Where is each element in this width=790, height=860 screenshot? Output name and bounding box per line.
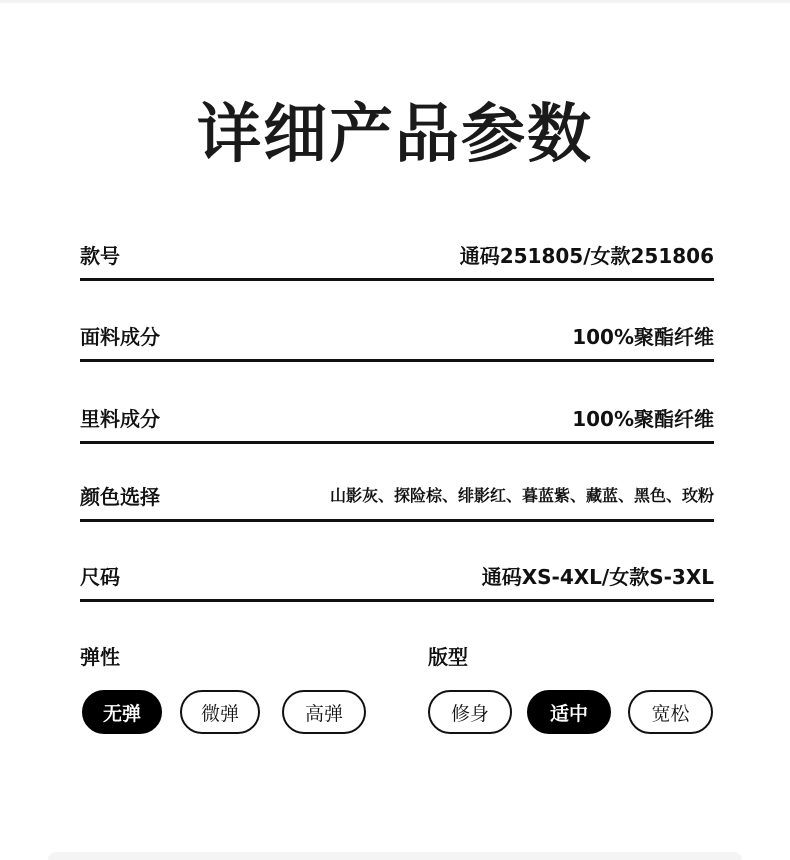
fit-label: 版型: [428, 645, 468, 669]
top-divider: [0, 0, 790, 3]
spec-value: 100%聚酯纤维: [572, 407, 714, 431]
elasticity-option-high[interactable]: 高弹: [282, 690, 366, 734]
spec-label: 尺码: [80, 565, 120, 589]
spec-row-fabric: [80, 319, 714, 362]
spec-value: 100%聚酯纤维: [572, 325, 714, 349]
spec-label: 款号: [80, 244, 120, 268]
spec-value: 通码251805/女款251806: [459, 244, 714, 268]
elasticity-label: 弹性: [80, 645, 120, 669]
spec-row-size: [80, 559, 714, 602]
fit-option-regular[interactable]: 适中: [527, 690, 611, 734]
spec-row-lining: [80, 401, 714, 444]
spec-row-style-number: [80, 238, 714, 281]
elasticity-option-slight[interactable]: 微弹: [180, 690, 260, 734]
spec-label: 颜色选择: [80, 485, 160, 509]
spec-row-colors: [80, 479, 714, 522]
fit-option-slim[interactable]: 修身: [428, 690, 512, 734]
spec-value: 山影灰、探险棕、绯影红、暮蓝紫、藏蓝、黑色、玫粉: [329, 486, 714, 505]
spec-value: 通码XS-4XL/女款S-3XL: [481, 565, 714, 589]
next-section-edge: [48, 852, 742, 860]
elasticity-option-none[interactable]: 无弹: [82, 690, 162, 734]
fit-option-loose[interactable]: 宽松: [628, 690, 713, 734]
spec-label: 里料成分: [80, 407, 160, 431]
page-title: 详细产品参数: [197, 98, 593, 172]
spec-label: 面料成分: [80, 325, 160, 349]
